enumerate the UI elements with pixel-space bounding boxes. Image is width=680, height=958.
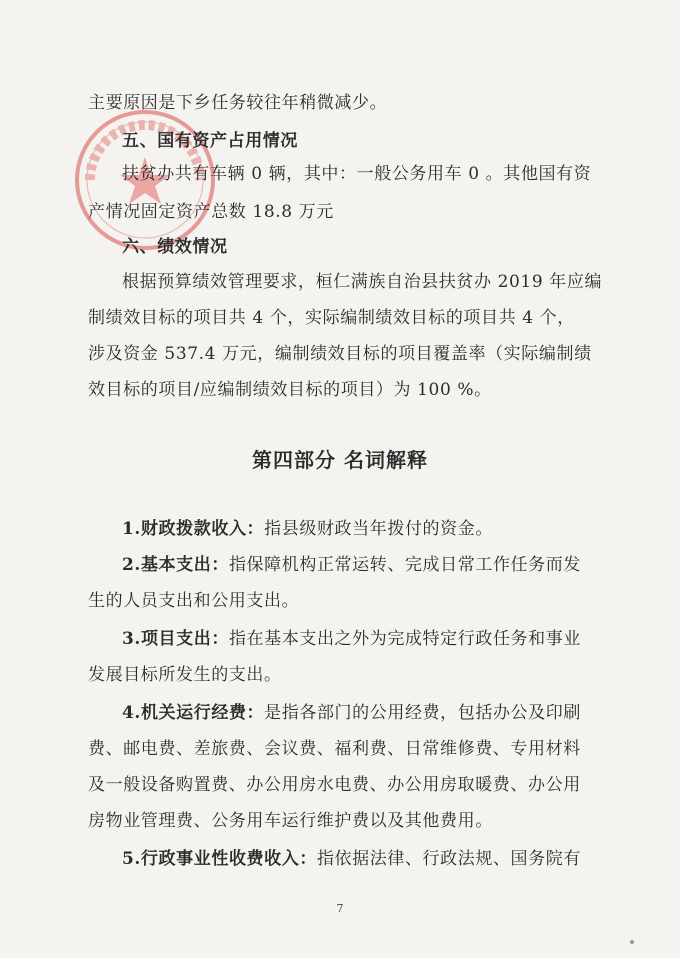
- term-label: 2.基本支出：: [122, 555, 229, 575]
- section-heading-performance: 六、绩效情况: [122, 237, 228, 257]
- term-label: 4.机关运行经费：: [122, 703, 265, 723]
- text-line: 效目标的项目/应编制绩效目标的项目）为 100 %。: [88, 380, 492, 400]
- text-line: 根据预算绩效管理要求，桓仁满族自治县扶贫办 2019 年应编: [122, 272, 603, 292]
- text-line: 费、邮电费、差旅费、会议费、福利费、日常维修费、专用材料: [88, 739, 581, 759]
- text-line: 生的人员支出和公用支出。: [88, 591, 300, 611]
- term-item: [122, 518, 642, 540]
- term-text: 是指各部门的公用经费，包括办公及印刷: [264, 703, 581, 723]
- text-line: 制绩效目标的项目共 4 个，实际编制绩效目标的项目共 4 个，: [88, 308, 575, 328]
- term-text: 指保障机构正常运转、完成日常工作任务而发: [228, 555, 581, 575]
- term-item: [122, 702, 642, 724]
- term-label: 1.财政拨款收入：: [122, 519, 265, 539]
- text-line: 房物业管理费、公务用车运行维护费以及其他费用。: [88, 811, 493, 831]
- term-text: 指县级财政当年拨付的资金。: [264, 519, 493, 539]
- page-number: 7: [336, 902, 344, 915]
- text-line: 主要原因是下乡任务较往年稍微减少。: [88, 93, 388, 113]
- text-line: 及一般设备购置费、办公用房水电费、办公用房取暖费、办公用: [88, 775, 581, 795]
- text-line: 涉及资金 537.4 万元，编制绩效目标的项目覆盖率（实际编制绩: [88, 344, 592, 364]
- term-item: [122, 848, 642, 870]
- term-text: 指在基本支出之外为完成特定行政任务和事业: [228, 629, 581, 649]
- text-line: 发展目标所发生的支出。: [88, 665, 282, 685]
- term-item: [122, 628, 642, 650]
- term-label: 5.行政事业性收费收入：: [122, 849, 317, 869]
- scan-speck: [630, 940, 634, 944]
- text-line: 扶贫办共有车辆 0 辆，其中：一般公务用车 0 。其他国有资: [122, 164, 592, 184]
- section-heading-assets: 五、国有资产占用情况: [122, 131, 298, 151]
- term-item: [122, 554, 642, 576]
- term-label: 3.项目支出：: [122, 629, 229, 649]
- text-line: 产情况固定资产总数 18.8 万元: [88, 202, 334, 222]
- term-text: 指依据法律、行政法规、国务院有: [316, 849, 581, 869]
- part-title: 第四部分 名词解释: [252, 448, 428, 472]
